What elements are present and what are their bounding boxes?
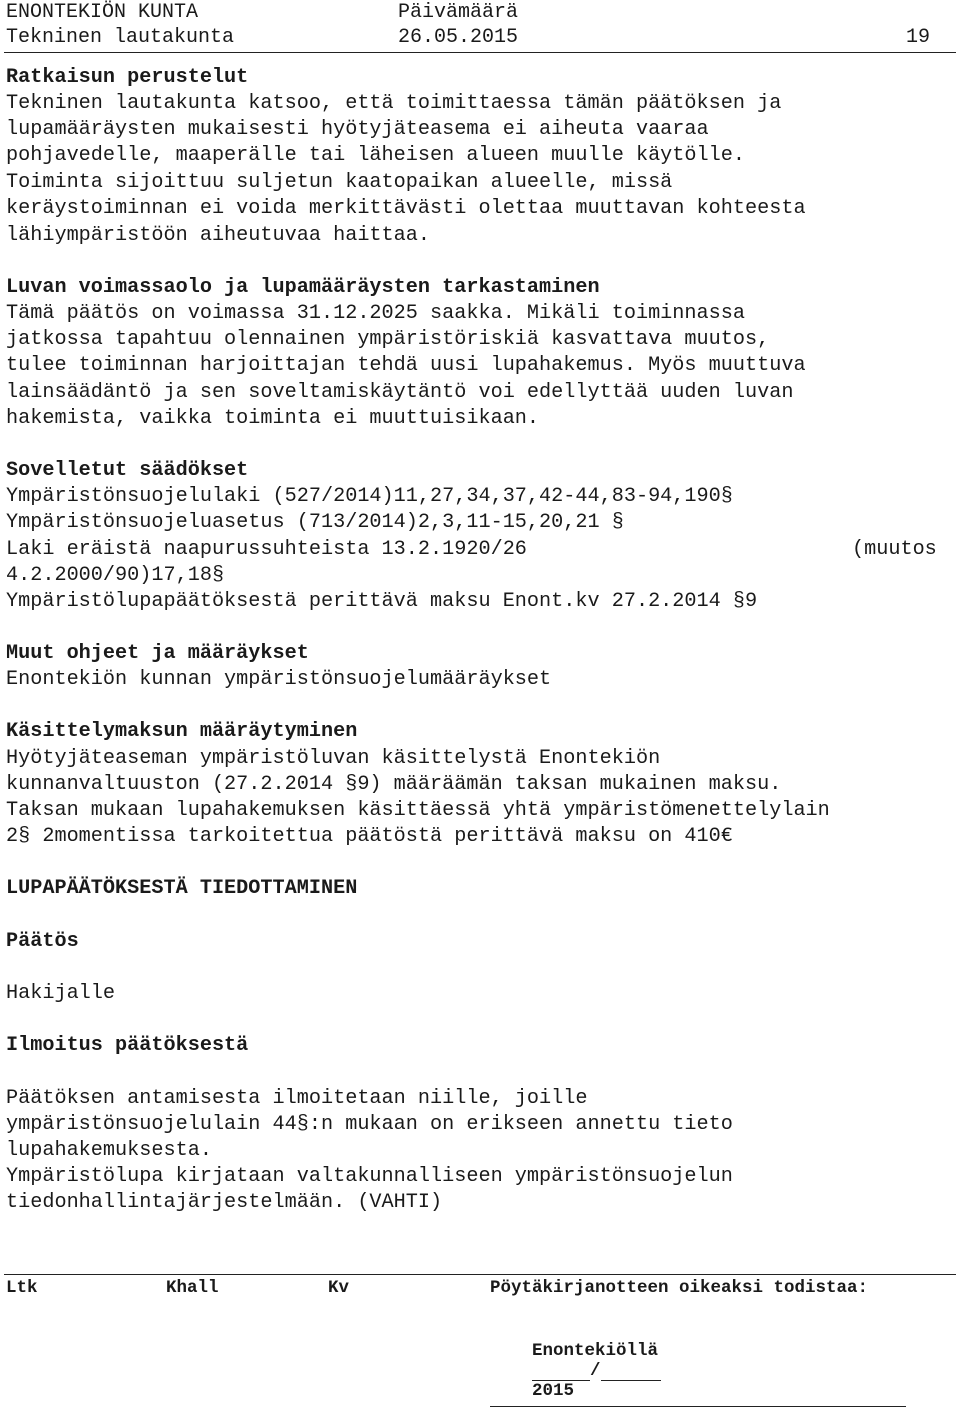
body-line: Hakijalle (6, 982, 116, 1005)
body-line: ympäristönsuojelulain 44§:n mukaan on erikseen annettu tieto (6, 1113, 733, 1136)
body-line: keräystoiminnan ei voida merkittävästi olettaa muuttavan kohteesta (6, 197, 806, 220)
statute-line: Ympäristölupapäätöksestä perittävä maksu Enont.kv 27.2.2014 §9 (6, 590, 758, 613)
statute-line: 4.2.2000/90)17,18§ (6, 564, 225, 587)
municipality-name: ENONTEKIÖN KUNTA (6, 1, 199, 24)
header-divider (4, 52, 956, 53)
statute-line: Laki eräistä naapurussuhteista 13.2.1920/26 (6, 538, 527, 561)
body-line: 2§ 2momentissa tarkoitettua päätöstä perittävä maksu on 410€ (6, 825, 733, 848)
footer-year: 2015 (532, 1381, 575, 1401)
meeting-date: 26.05.2015 (398, 26, 519, 49)
body-line: lupahakemuksesta. (6, 1139, 212, 1162)
signature-line (490, 1406, 906, 1407)
section-heading-ilmoitus: Ilmoitus päätöksestä (6, 1034, 249, 1057)
body-line: kunnanvaltuuston (27.2.2014 §9) määräämän taksan mukainen maksu. (6, 773, 782, 796)
section-heading-tiedottaminen: LUPAPÄÄTÖKSESTÄ TIEDOTTAMINEN (6, 877, 358, 900)
section-heading-ratkaisun-perustelut: Ratkaisun perustelut (6, 66, 249, 89)
footer-khall: Khall (166, 1278, 219, 1298)
body-line: Enontekiön kunnan ympäristönsuojelumääräykset (6, 668, 552, 691)
date-label: Päivämäärä (398, 1, 519, 24)
statute-line: Ympäristönsuojeluasetus (713/2014)2,3,11-15,20,21 § (6, 511, 624, 534)
body-line: tiedonhallintajärjestelmään. (VAHTI) (6, 1191, 443, 1214)
section-heading-muut-ohjeet: Muut ohjeet ja määräykset (6, 642, 309, 665)
body-line: Tämä päätös on voimassa 31.12.2025 saakka. Mikäli toiminnassa (6, 302, 745, 325)
day-blank (532, 1362, 590, 1381)
body-line: pohjavedelle, maaperälle tai läheisen alueen muulle käytölle. (6, 144, 745, 167)
page-number: 19 (906, 26, 931, 49)
footer-certify-label: Pöytäkirjanotteen oikeaksi todistaa: (490, 1278, 869, 1298)
body-line: Päätöksen antamisesta ilmoitetaan niille, joille (6, 1087, 588, 1110)
month-blank (601, 1362, 661, 1381)
body-line: lupamääräysten mukaisesti hyötyjäteasema ei aiheuta vaaraa (6, 118, 709, 141)
body-line: Taksan mukaan lupahakemuksen käsittäessä yhtä ympäristömenettelylain (6, 799, 830, 822)
body-line: Hyötyjäteaseman ympäristöluvan käsittelystä Enontekiön (6, 747, 661, 770)
footer-divider (4, 1274, 956, 1275)
body-line: hakemista, vaikka toiminta ei muuttuisikaan. (6, 407, 540, 430)
footer-kv: Kv (328, 1278, 350, 1298)
footer-place: Enontekiöllä (532, 1341, 659, 1361)
footer-ltk: Ltk (6, 1278, 38, 1298)
body-line: tulee toiminnan harjoittajan tehdä uusi lupahakemus. Myös muuttuva (6, 354, 806, 377)
body-line: Tekninen lautakunta katsoo, että toimittaessa tämän päätöksen ja (6, 92, 782, 115)
statute-line-continuation: (muutos (852, 538, 937, 561)
section-heading-sovelletut-saadokset: Sovelletut säädökset (6, 459, 249, 482)
date-slash: / (590, 1361, 601, 1381)
committee-name: Tekninen lautakunta (6, 26, 235, 49)
body-line: Ympäristölupa kirjataan valtakunnalliseen ympäristönsuojelun (6, 1165, 733, 1188)
body-line: lainsäädäntö ja sen soveltamiskäytäntö voi edellyttää uuden luvan (6, 381, 794, 404)
section-heading-paatos: Päätös (6, 930, 79, 953)
body-line: jatkossa tapahtuu olennainen ympäristöriskiä kasvattava muutos, (6, 328, 770, 351)
section-heading-luvan-voimassaolo: Luvan voimassaolo ja lupamääräysten tarkastaminen (6, 276, 600, 299)
statute-line: Ympäristönsuojelulaki (527/2014)11,27,34,37,42-44,83-94,190§ (6, 485, 733, 508)
section-heading-kasittelymaksu: Käsittelymaksun määräytyminen (6, 720, 358, 743)
body-line: lähiympäristöön aiheutuvaa haittaa. (6, 224, 431, 247)
body-line: Toiminta sijoittuu suljetun kaatopaikan alueelle, missä (6, 171, 673, 194)
